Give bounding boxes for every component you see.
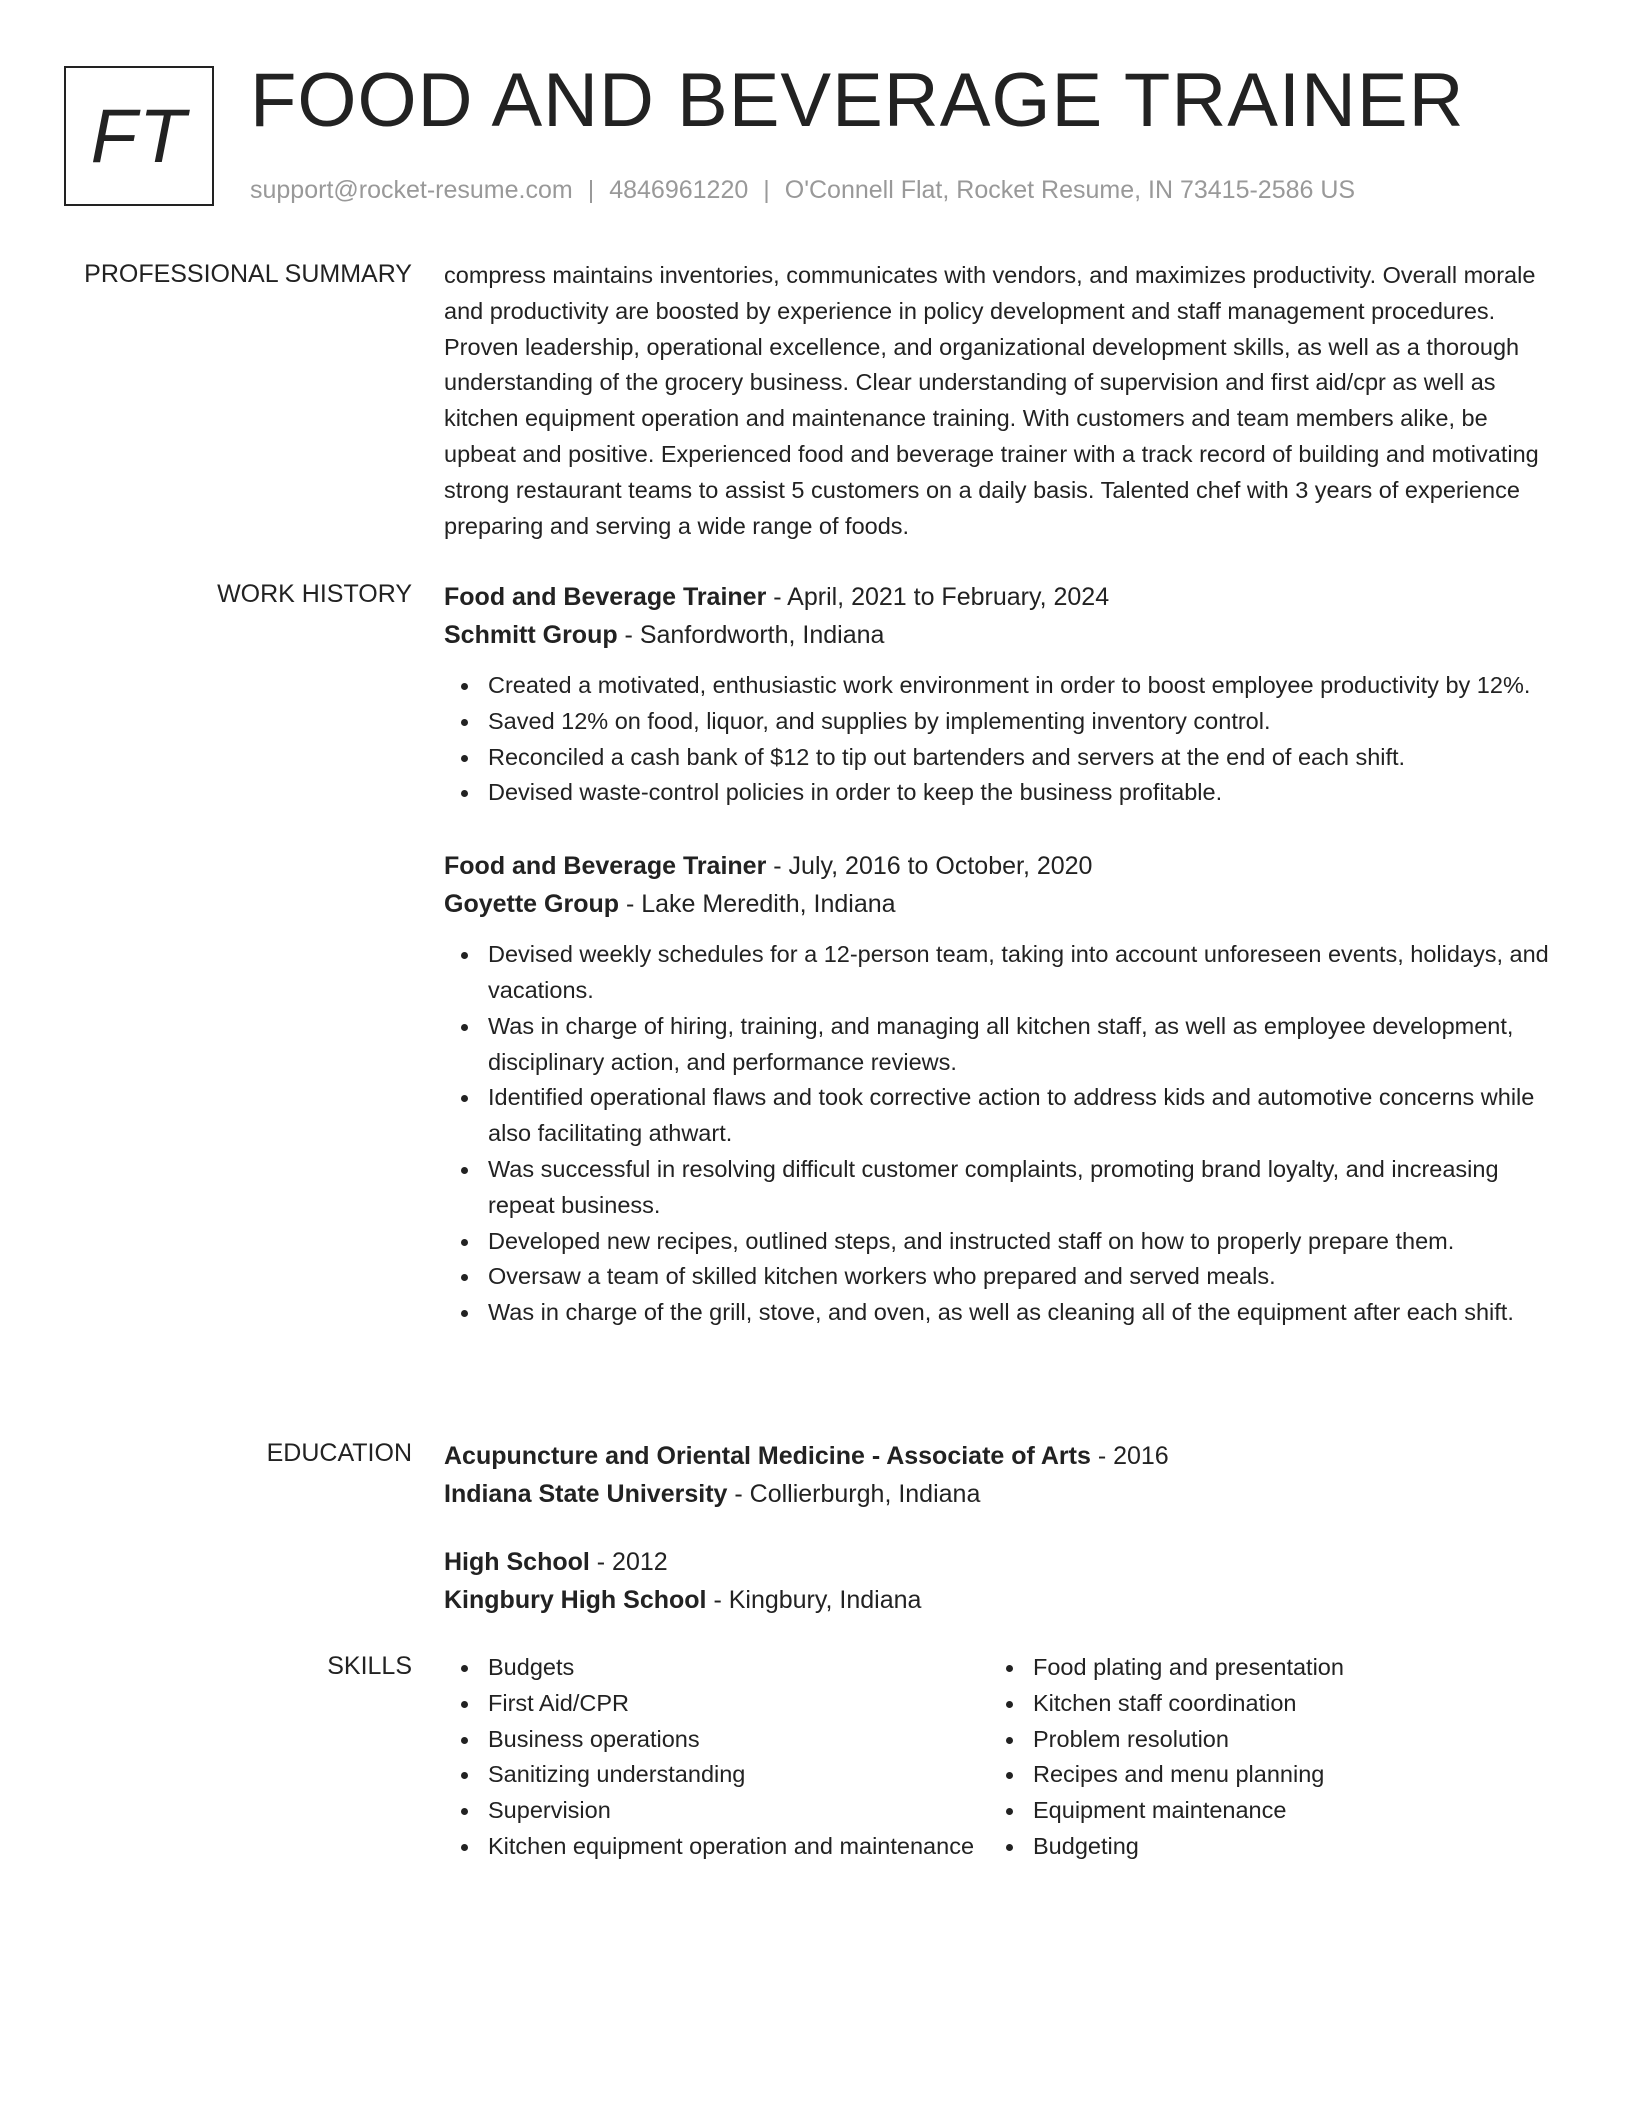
skill-item: Business operations: [488, 1722, 989, 1758]
skill-item: Kitchen staff coordination: [1033, 1686, 1534, 1722]
resume-title: FOOD AND BEVERAGE TRAINER: [250, 58, 1465, 143]
job-bullet: Was in charge of hiring, training, and managing all kitchen staff, as well as employee development, disciplinary action, and performance reviews.: [488, 1009, 1556, 1081]
job-bullet: Oversaw a team of skilled kitchen workers who prepared and served meals.: [488, 1259, 1556, 1295]
job-title-line: [444, 847, 1556, 885]
contact-phone: 4846961220: [609, 176, 749, 204]
contact-email: support@rocket-resume.com: [250, 176, 573, 204]
section-label-education: EDUCATION: [266, 1439, 412, 1467]
skill-item: Supervision: [488, 1793, 989, 1829]
job-bullet: Devised weekly schedules for a 12-person team, taking into account unforeseen events, holidays, and vacations.: [488, 937, 1556, 1009]
contact-address: O'Connell Flat, Rocket Resume, IN 73415-2586 US: [784, 176, 1356, 204]
section-label-skills: SKILLS: [327, 1652, 412, 1680]
education-location: - Collierburgh, Indiana: [727, 1480, 981, 1508]
education-entry: [444, 1543, 1556, 1619]
job-location: - Sanfordworth, Indiana: [617, 621, 885, 649]
skill-item: Kitchen equipment operation and maintenance: [488, 1829, 989, 1865]
skill-item: Budgeting: [1033, 1829, 1534, 1865]
education-body: [444, 1437, 1556, 1649]
contact-separator: |: [587, 176, 595, 204]
education-year: - 2016: [1090, 1442, 1169, 1470]
section-label-summary: PROFESSIONAL SUMMARY: [84, 260, 412, 288]
skill-item: Equipment maintenance: [1033, 1793, 1534, 1829]
skills-column-left: [444, 1650, 989, 1865]
education-school: Indiana State University: [444, 1480, 728, 1508]
monogram-logo: FT: [64, 66, 214, 206]
job-bullet: Developed new recipes, outlined steps, and instructed staff on how to properly prepare them.: [488, 1224, 1556, 1260]
education-degree: High School: [444, 1548, 590, 1576]
contact-line: [250, 174, 1355, 206]
skills-list-left: [444, 1650, 989, 1865]
education-degree: Acupuncture and Oriental Medicine - Associate of Arts: [444, 1442, 1091, 1470]
job-title: Food and Beverage Trainer: [444, 583, 767, 611]
education-school: Kingbury High School: [444, 1586, 707, 1614]
summary-text: compress maintains inventories, communicates with vendors, and maximizes productivity. Overall morale and productivity are boosted by experience in policy development and staff management procedures. Proven leadership, operational excellence, and organizational development skills, as well as a thorough understanding of the grocery business. Clear understanding of supervision and first aid/cpr as well as kitchen equipment operation and maintenance training. With customers and team members alike, be upbeat and positive. Experienced food and beverage trainer with a track record of building and motivating strong restaurant teams to assist 5 customers on a daily basis. Talented chef with 3 years of experience preparing and serving a wide range of foods.: [444, 262, 1539, 539]
job-bullet: Was in charge of the grill, stove, and oven, as well as cleaning all of the equipment after each shift.: [488, 1295, 1556, 1331]
education-degree-line: [444, 1543, 1556, 1581]
job-bullets: [444, 668, 1556, 811]
job-bullet: Reconciled a cash bank of $12 to tip out bartenders and servers at the end of each shift.: [488, 740, 1556, 776]
skill-item: Problem resolution: [1033, 1722, 1534, 1758]
skill-item: First Aid/CPR: [488, 1686, 989, 1722]
job-bullet: Devised waste-control policies in order to keep the business profitable.: [488, 775, 1556, 811]
skills-list-right: [989, 1650, 1534, 1865]
skill-item: Sanitizing understanding: [488, 1757, 989, 1793]
job-title: Food and Beverage Trainer: [444, 852, 767, 881]
education-entry: [444, 1437, 1556, 1513]
skills-columns: [444, 1650, 1556, 1865]
job-company-line: [444, 885, 1556, 923]
skills-body: [444, 1650, 1556, 1865]
job-bullet: Identified operational flaws and took corrective action to address kids and automotive concerns while also facilitating athwart.: [488, 1080, 1556, 1152]
job-location: - Lake Meredith, Indiana: [619, 890, 896, 919]
section-label-work-history: WORK HISTORY: [217, 580, 412, 608]
job-entry: [444, 578, 1556, 811]
job-bullet: Created a motivated, enthusiastic work environment in order to boost employee productivity by 12%.: [488, 668, 1556, 704]
skill-item: Recipes and menu planning: [1033, 1757, 1534, 1793]
skill-item: Budgets: [488, 1650, 989, 1686]
skills-column-right: [989, 1650, 1534, 1865]
job-bullet: Was successful in resolving difficult customer complaints, promoting brand loyalty, and increasing repeat business.: [488, 1152, 1556, 1224]
job-dates: - July, 2016 to October, 2020: [766, 852, 1093, 881]
work-history-body: [444, 578, 1556, 1367]
job-entry: [444, 847, 1556, 1331]
education-location: - Kingbury, Indiana: [706, 1586, 922, 1614]
education-degree-line: [444, 1437, 1556, 1475]
job-dates: - April, 2021 to February, 2024: [766, 583, 1110, 611]
job-bullet: Saved 12% on food, liquor, and supplies by implementing inventory control.: [488, 704, 1556, 740]
education-school-line: [444, 1581, 1556, 1619]
education-school-line: [444, 1475, 1556, 1513]
summary-body: [444, 258, 1556, 544]
job-company: Goyette Group: [444, 890, 620, 919]
job-company: Schmitt Group: [444, 621, 618, 649]
job-company-line: [444, 616, 1556, 654]
contact-separator: |: [763, 176, 770, 204]
job-title-line: [444, 578, 1556, 616]
job-bullets: [444, 937, 1556, 1331]
skill-item: Food plating and presentation: [1033, 1650, 1534, 1686]
education-year: - 2012: [589, 1548, 668, 1576]
